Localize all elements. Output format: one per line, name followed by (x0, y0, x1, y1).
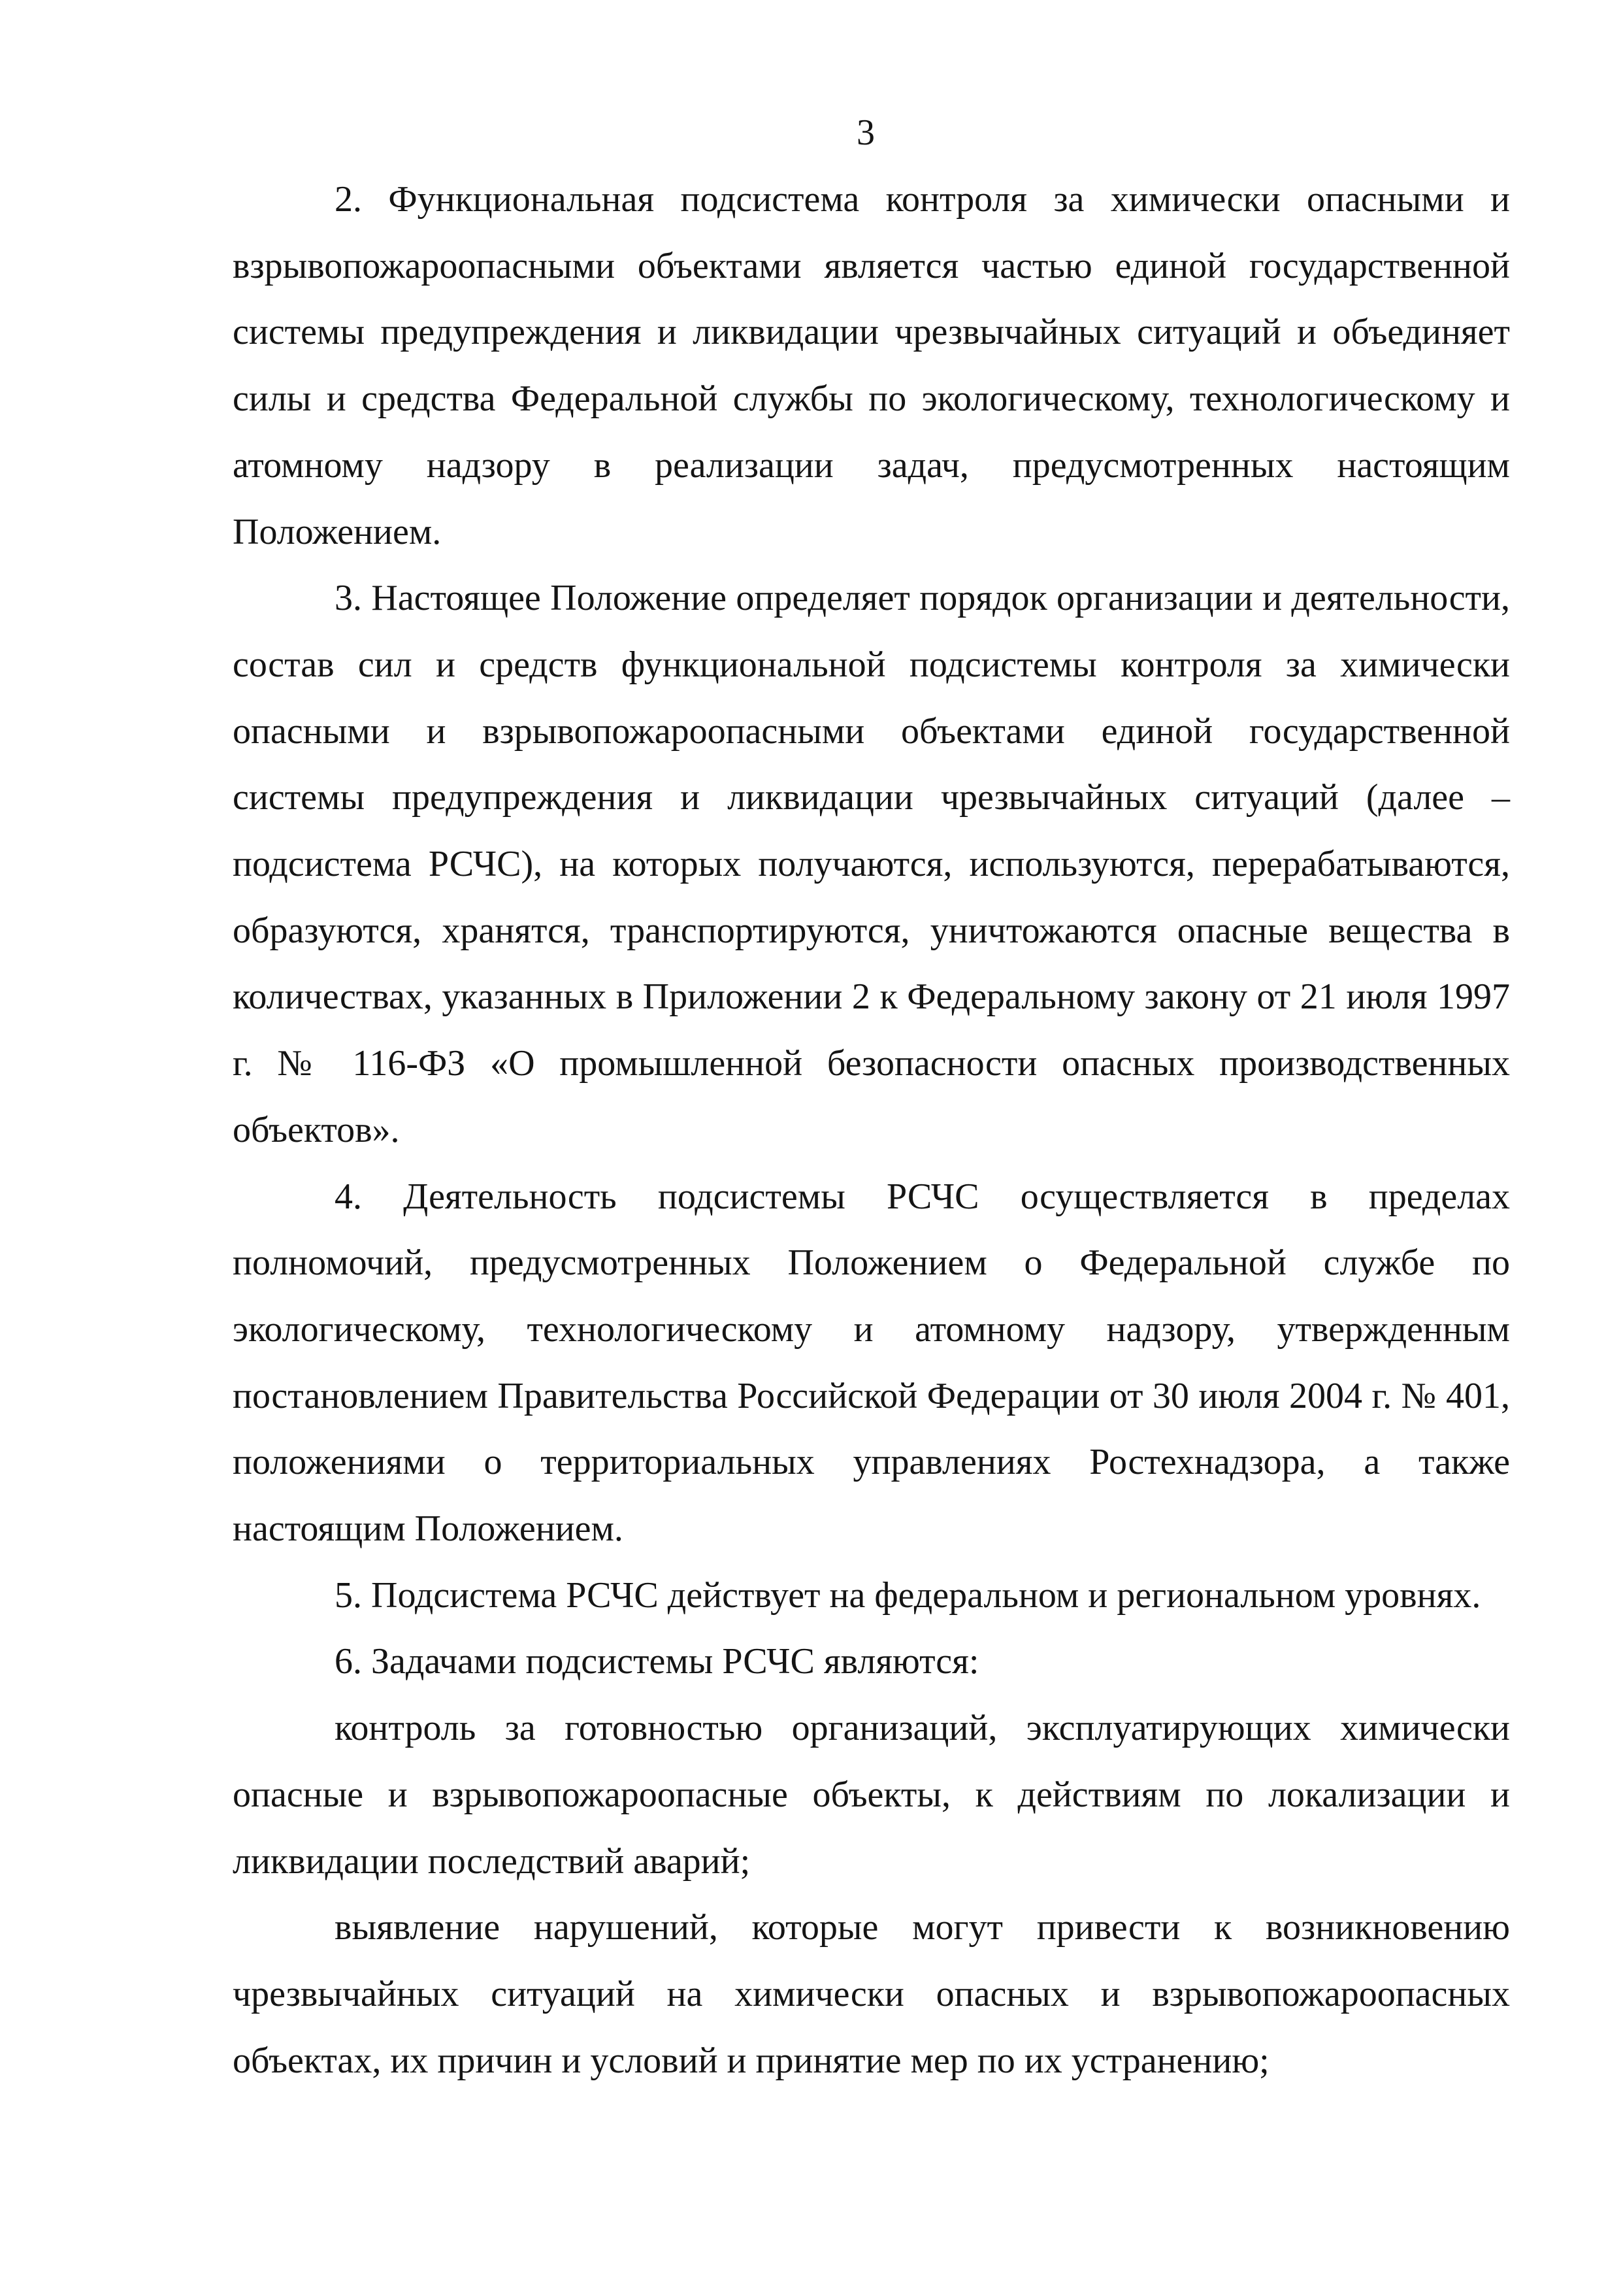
paragraph-5: 5. Подсистема РСЧС действует на федеральном и региональном уровнях. (335, 1574, 1481, 1616)
body-text (233, 167, 1510, 2094)
task-item-1: контроль за готовностью организаций, эксплуатирующих химически опасные и взрывопожароопасные объекты, к действиям по локализации и ликвидации последствий аварий; (233, 1708, 1510, 1882)
paragraph-4: 4. Деятельность подсистемы РСЧС осуществляется в пределах полномочий, предусмотренных Положением о Федеральной службе по экологическому, технологическому и атомному надзору, утвержденным постановлением Правительства Российской Федерации от 30 июля 2004 г. № 401, положениями о территориальных управлениях Ростехнадзора, а также настоящим Положением. (233, 1176, 1510, 1550)
task-item-2: выявление нарушений, которые могут привести к возникновению чрезвычайных ситуаций на химически опасных и взрывопожароопасных объектах, их причин и условий и принятие мер по их устранению; (233, 1907, 1510, 2081)
page-number: 3 (857, 112, 875, 153)
paragraph-3: 3. Настоящее Положение определяет порядок организации и деятельности, состав сил и средств функциональной подсистемы контроля за химически опасными и взрывопожароопасными объектами единой государственной системы предупреждения и ликвидации чрезвычайных ситуаций (далее – подсистема РСЧС), на которых получаются, используются, перерабатываются, образуются, хранятся, транспортируются, уничтожаются опасные вещества в количествах, указанных в Приложении 2 к Федеральному закону от 21 июля 1997 г. № 116-ФЗ «О промышленной безопасности опасных производственных объектов». (233, 578, 1510, 1150)
paragraph-2: 2. Функциональная подсистема контроля за химически опасными и взрывопожароопасными объектами является частью единой государственной системы предупреждения и ликвидации чрезвычайных ситуаций и объединяет силы и средства Федеральной службы по экологическому, технологическому и атомному надзору в реализации задач, предусмотренных настоящим Положением. (233, 179, 1510, 552)
paragraph-6: 6. Задачами подсистемы РСЧС являются: (335, 1641, 979, 1682)
